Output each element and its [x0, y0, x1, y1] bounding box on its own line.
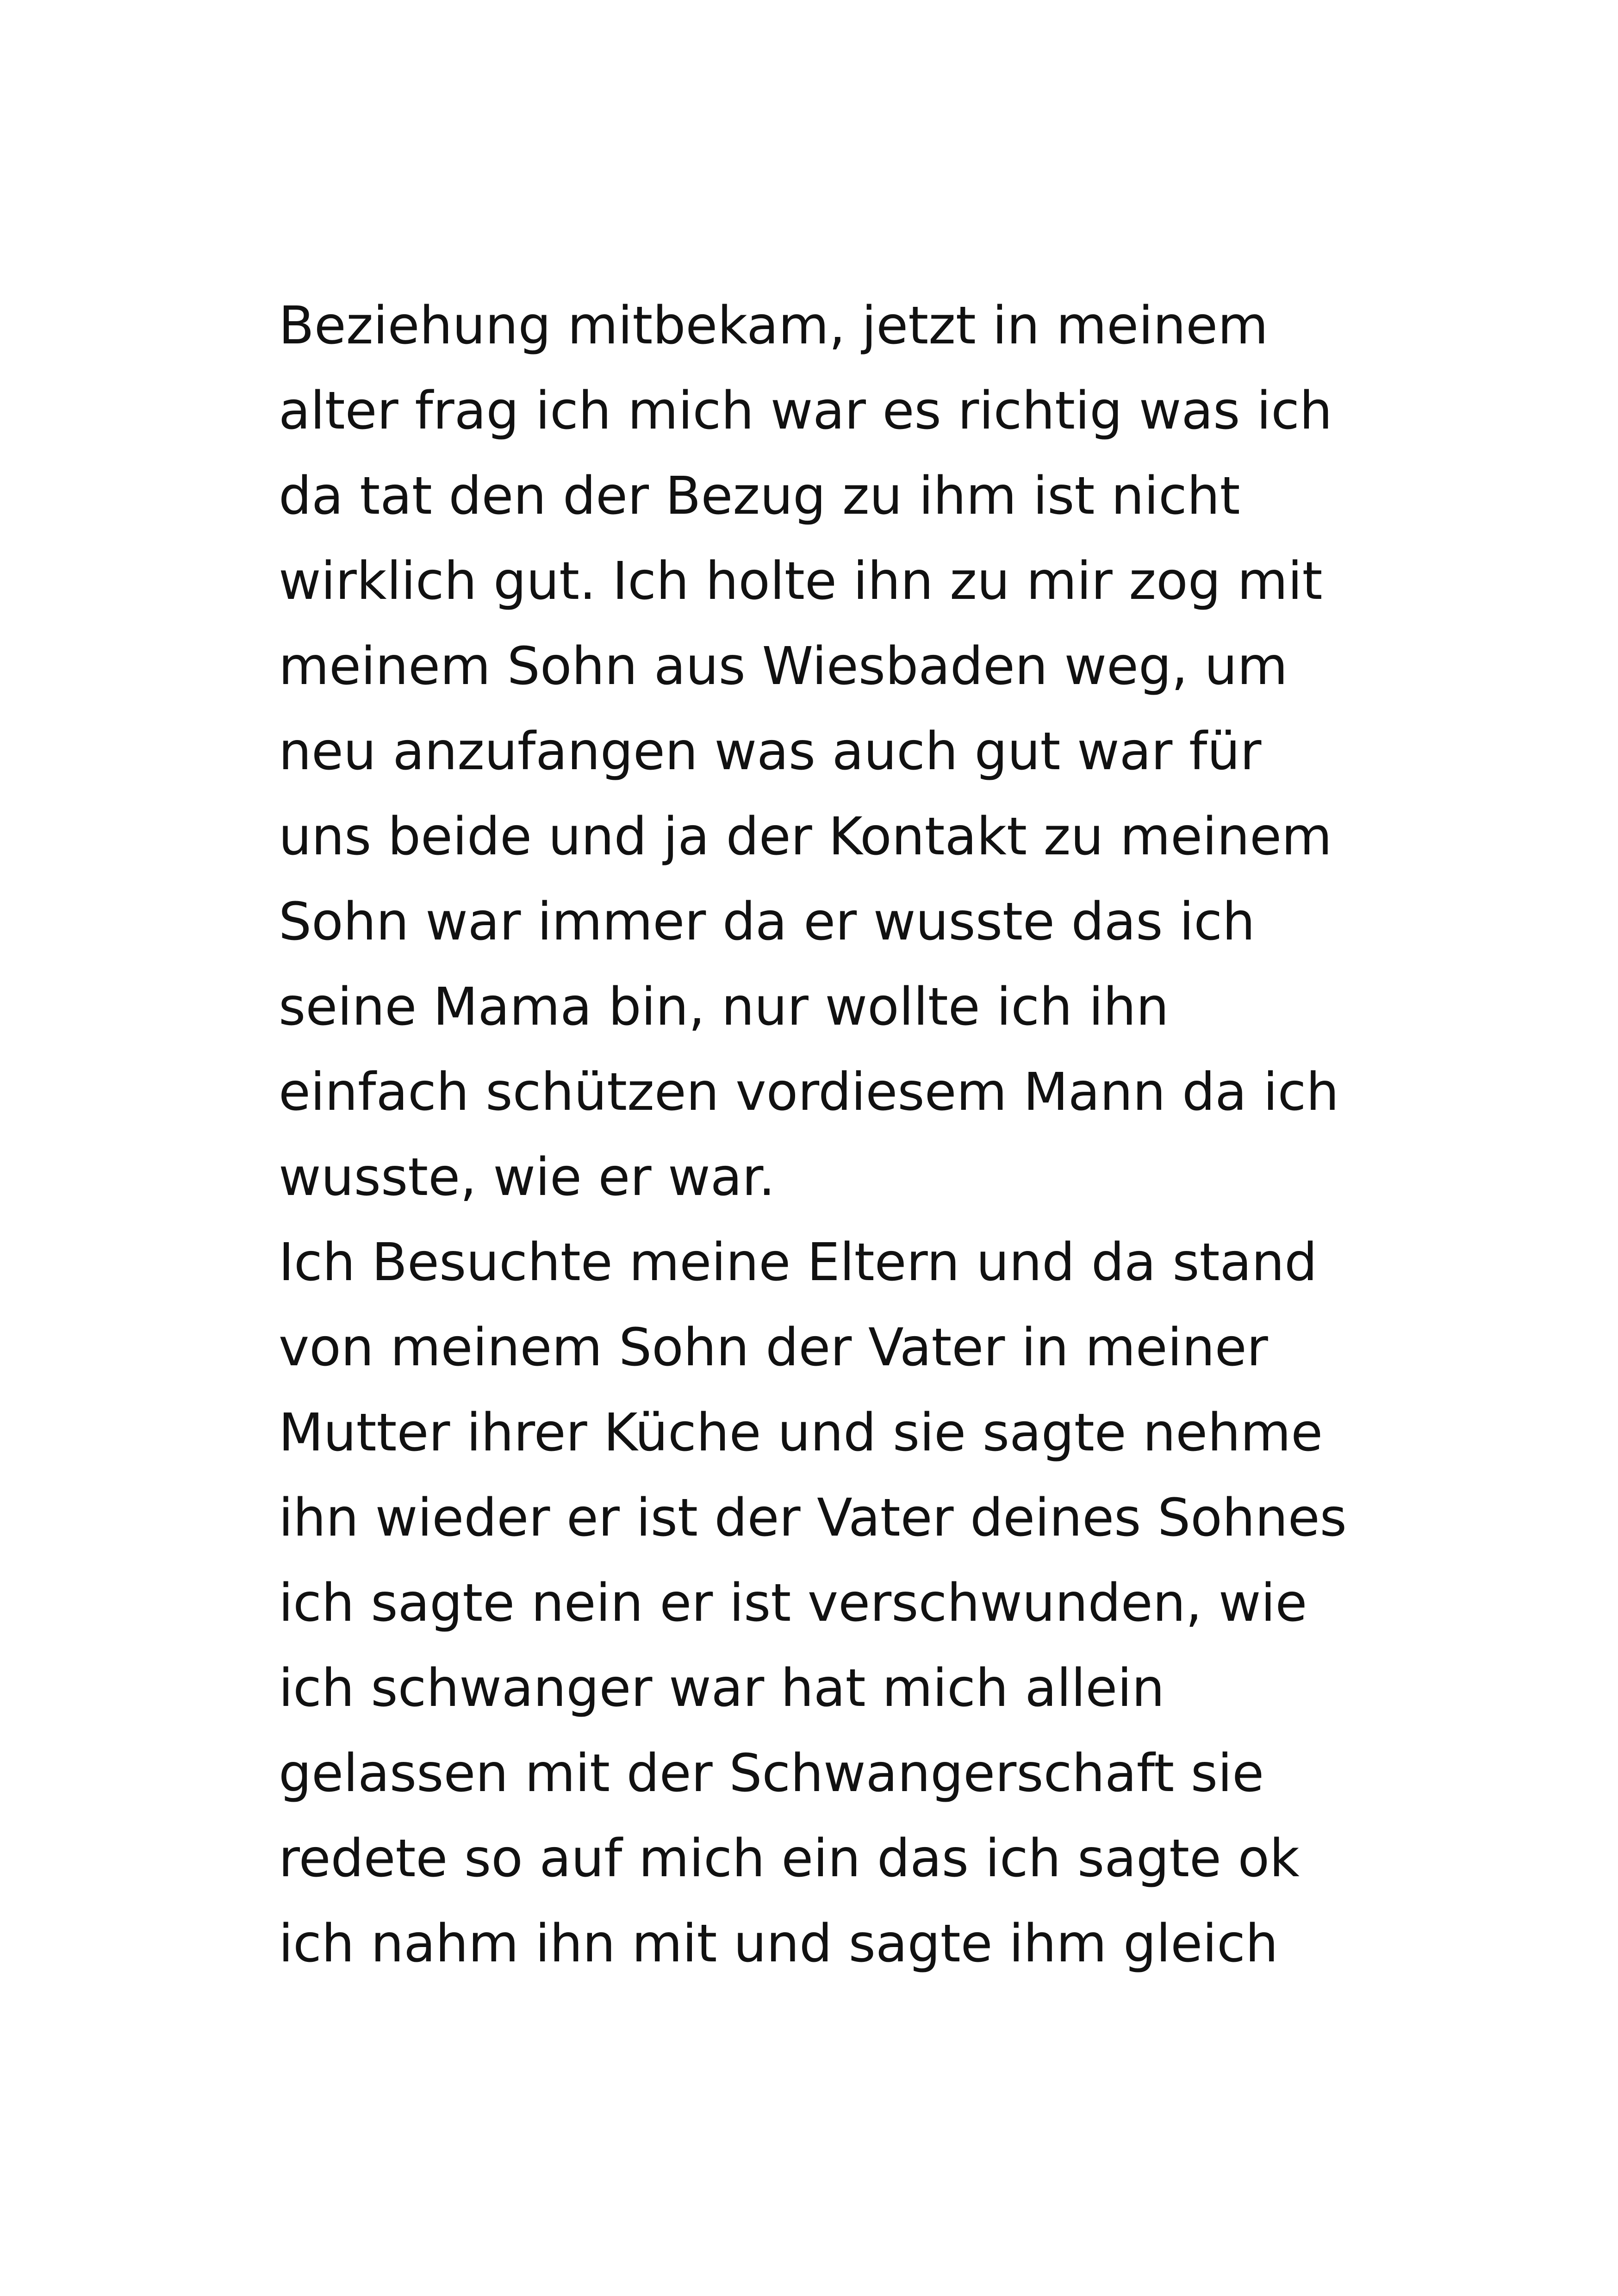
text-line: ich schwanger war hat mich allein [279, 1658, 1165, 1718]
text-line: seine Mama bin, nur wollte ich ihn [279, 977, 1169, 1037]
text-line: redete so auf mich ein das ich sagte ok [279, 1829, 1300, 1889]
text-line: meinem Sohn aus Wiesbaden weg, um [279, 636, 1288, 697]
text-line: von meinem Sohn der Vater in meiner [279, 1318, 1268, 1378]
text-line: Mutter ihrer Küche und sie sagte nehme [279, 1403, 1323, 1463]
text-line: ihn wieder er ist der Vater deines Sohnes [279, 1488, 1347, 1548]
text-line: einfach schützen vordiesem Mann da ich [279, 1062, 1339, 1122]
text-line: neu anzufangen was auch gut war für [279, 722, 1262, 782]
body-text [279, 283, 1371, 1986]
text-line: gelassen mit der Schwangerschaft sie [279, 1743, 1264, 1804]
text-line: alter frag ich mich war es richtig was ich [279, 381, 1332, 441]
text-line: uns beide und ja der Kontakt zu meinem [279, 807, 1332, 867]
text-line: Sohn war immer da er wusste das ich [279, 892, 1255, 952]
text-line: wusste, wie er war. [279, 1147, 775, 1207]
text-line: wirklich gut. Ich holte ihn zu mir zog mit [279, 551, 1323, 611]
text-line: ich sagte nein er ist verschwunden, wie [279, 1573, 1307, 1633]
text-line: ich nahm ihn mit und sagte ihm gleich [279, 1914, 1278, 1974]
text-line: Beziehung mitbekam, jetzt in meinem [279, 296, 1269, 356]
text-line: da tat den der Bezug zu ihm ist nicht [279, 466, 1240, 526]
text-line: Ich Besuchte meine Eltern und da stand [279, 1232, 1318, 1293]
